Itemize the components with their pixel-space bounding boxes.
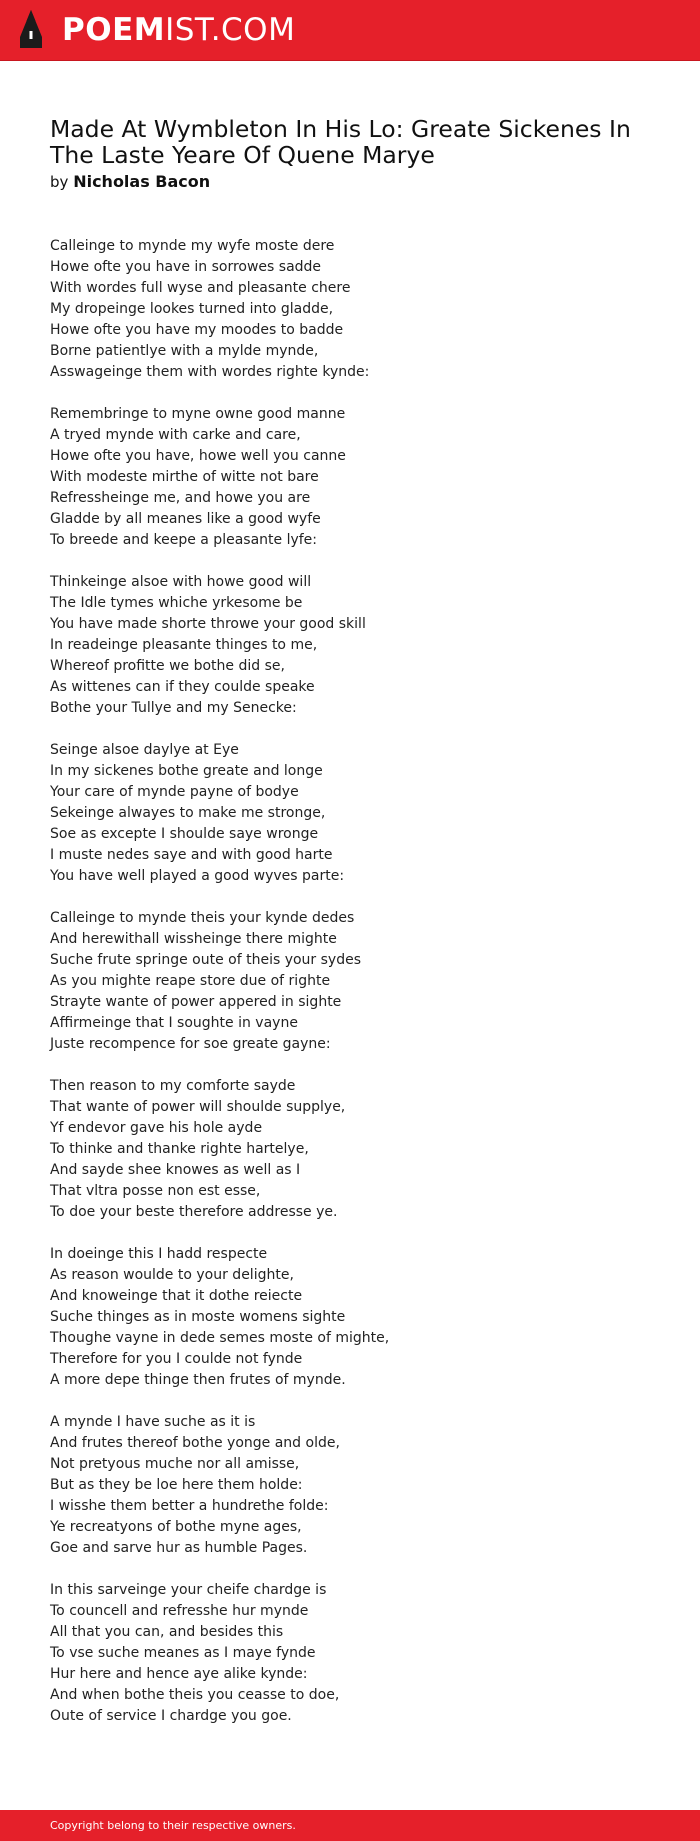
poem-line: Suche frute springe oute of theis your sydes bbox=[50, 952, 362, 968]
poem-line: Howe ofte you have, howe well you canne bbox=[50, 448, 346, 464]
poem-line: And herewithall wissheinge there mighte bbox=[50, 931, 337, 947]
poem-line: Suche thinges as in moste womens sighte bbox=[50, 1309, 346, 1325]
poem-line: Howe ofte you have my moodes to badde bbox=[50, 322, 344, 338]
poem-body bbox=[50, 236, 650, 1727]
poem-line: I wisshe them better a hundrethe folde: bbox=[50, 1498, 329, 1514]
poem-line: A more depe thinge then frutes of mynde. bbox=[50, 1372, 346, 1388]
poem-line: Yf endevor gave his hole ayde bbox=[50, 1120, 263, 1136]
poem-line: Strayte wante of power appered in sighte bbox=[50, 994, 342, 1010]
poem-line: As wittenes can if they coulde speake bbox=[50, 679, 315, 695]
poem-line: To doe your beste therefore addresse ye. bbox=[50, 1204, 338, 1220]
poem-line: My dropeinge lookes turned into gladde, bbox=[50, 301, 334, 317]
poem-stanza bbox=[50, 1580, 650, 1727]
poem-line: You have well played a good wyves parte: bbox=[50, 868, 345, 884]
by-label: by bbox=[50, 173, 69, 191]
poem-line: Then reason to my comforte sayde bbox=[50, 1078, 296, 1094]
poem-stanza bbox=[50, 740, 650, 887]
poem-line: In readeinge pleasante thinges to me, bbox=[50, 637, 318, 653]
poem-line: Therefore for you I coulde not fynde bbox=[50, 1351, 303, 1367]
logo-wordmark-strong: POEM bbox=[62, 12, 166, 48]
poem-line: I muste nedes saye and with good harte bbox=[50, 847, 333, 863]
poem-line: Your care of mynde payne of bodye bbox=[50, 784, 299, 800]
poem-line: And frutes thereof bothe yonge and olde, bbox=[50, 1435, 340, 1451]
poem-line: With modeste mirthe of witte not bare bbox=[50, 469, 319, 485]
poem-stanza bbox=[50, 1244, 650, 1391]
poem-line: Seinge alsoe daylye at Eye bbox=[50, 742, 239, 758]
poem-line: As you mighte reape store due of righte bbox=[50, 973, 331, 989]
poem-line: Thinkeinge alsoe with howe good will bbox=[50, 574, 312, 590]
poem-line: To councell and refresshe hur mynde bbox=[50, 1603, 309, 1619]
poem-line: And when bothe theis you ceasse to doe, bbox=[50, 1687, 340, 1703]
poem-line: Ye recreatyons of bothe myne ages, bbox=[50, 1519, 302, 1535]
poem-line: Goe and sarve hur as humble Pages. bbox=[50, 1540, 308, 1556]
poem-line: In this sarveinge your cheife chardge is bbox=[50, 1582, 327, 1598]
poem-line: Juste recompence for soe greate gayne: bbox=[50, 1036, 331, 1052]
poem-line: Thoughe vayne in dede semes moste of mighte, bbox=[50, 1330, 390, 1346]
poem-line: A mynde I have suche as it is bbox=[50, 1414, 256, 1430]
poem-line: All that you can, and besides this bbox=[50, 1624, 284, 1640]
poem-line: To breede and keepe a pleasante lyfe: bbox=[50, 532, 318, 548]
poem-title: Made At Wymbleton In His Lo: Greate Sickenes In The Laste Yeare Of Quene Marye bbox=[50, 115, 631, 169]
site-footer bbox=[0, 1810, 700, 1841]
poem-line: Oute of service I chardge you goe. bbox=[50, 1708, 292, 1724]
poem-article bbox=[50, 116, 650, 1748]
poem-stanza bbox=[50, 1412, 650, 1559]
site-header bbox=[0, 0, 700, 61]
pencil-tip-icon bbox=[18, 10, 44, 50]
poem-line: Bothe your Tullye and my Senecke: bbox=[50, 700, 297, 716]
poem-line: To thinke and thanke righte hartelye, bbox=[50, 1141, 309, 1157]
logo-wordmark-light: IST.COM bbox=[165, 12, 296, 48]
poem-line: Calleinge to mynde theis your kynde dedes bbox=[50, 910, 355, 926]
copyright-notice: Copyright belong to their respective owners. bbox=[50, 1819, 296, 1832]
poem-line: And sayde shee knowes as well as I bbox=[50, 1162, 301, 1178]
poem-line: Whereof profitte we bothe did se, bbox=[50, 658, 285, 674]
site-logo-link[interactable] bbox=[18, 10, 295, 50]
poem-line: Remembringe to myne owne good manne bbox=[50, 406, 346, 422]
poem-byline bbox=[50, 172, 650, 192]
poem-line: Borne patientlye with a mylde mynde, bbox=[50, 343, 319, 359]
poem-line: Not pretyous muche nor all amisse, bbox=[50, 1456, 300, 1472]
poem-stanza bbox=[50, 572, 650, 719]
poem-line: A tryed mynde with carke and care, bbox=[50, 427, 301, 443]
poem-line: In doeinge this I hadd respecte bbox=[50, 1246, 268, 1262]
poem-line: Calleinge to mynde my wyfe moste dere bbox=[50, 238, 335, 254]
logo-wordmark bbox=[62, 10, 295, 50]
poem-line: The Idle tymes whiche yrkesome be bbox=[50, 595, 303, 611]
poem-line: And knoweinge that it dothe reiecte bbox=[50, 1288, 303, 1304]
poem-line: With wordes full wyse and pleasante chere bbox=[50, 280, 351, 296]
poem-stanza bbox=[50, 908, 650, 1055]
poem-stanza bbox=[50, 404, 650, 551]
poem-line: Affirmeinge that I soughte in vayne bbox=[50, 1015, 298, 1031]
poem-line: Sekeinge alwayes to make me stronge, bbox=[50, 805, 326, 821]
poem-line: That vltra posse non est esse, bbox=[50, 1183, 261, 1199]
poem-line: In my sickenes bothe greate and longe bbox=[50, 763, 323, 779]
author-name: Nicholas Bacon bbox=[73, 172, 211, 191]
poem-line: As reason woulde to your delighte, bbox=[50, 1267, 294, 1283]
poem-line: Howe ofte you have in sorrowes sadde bbox=[50, 259, 322, 275]
poem-line: Soe as excepte I shoulde saye wronge bbox=[50, 826, 319, 842]
poem-line: You have made shorte throwe your good skill bbox=[50, 616, 366, 632]
poem-line: That wante of power will shoulde supplye, bbox=[50, 1099, 346, 1115]
poem-line: Refressheinge me, and howe you are bbox=[50, 490, 311, 506]
poem-stanza bbox=[50, 1076, 650, 1223]
poem-line: Gladde by all meanes like a good wyfe bbox=[50, 511, 321, 527]
poem-line: Hur here and hence aye alike kynde: bbox=[50, 1666, 308, 1682]
poem-line: But as they be loe here them holde: bbox=[50, 1477, 303, 1493]
poem-stanza bbox=[50, 236, 650, 383]
poem-line: Asswageinge them with wordes righte kynde: bbox=[50, 364, 370, 380]
poem-line: To vse suche meanes as I maye fynde bbox=[50, 1645, 316, 1661]
